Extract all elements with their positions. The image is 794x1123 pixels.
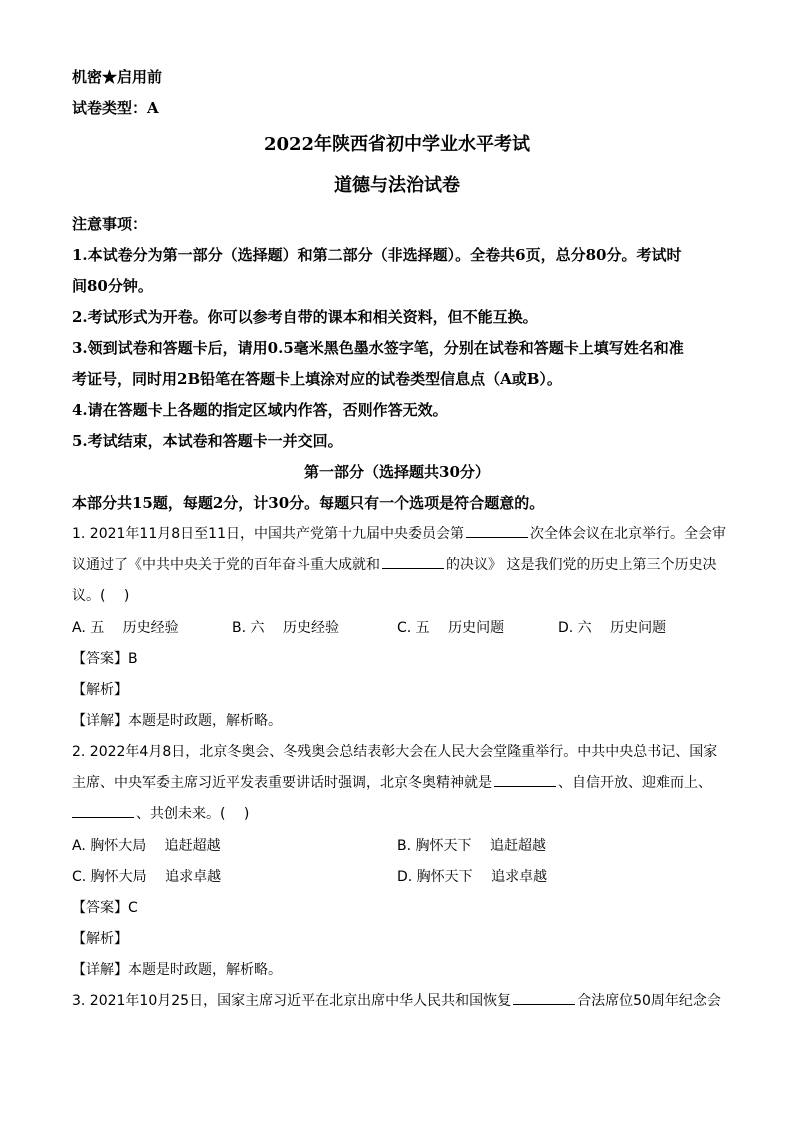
q1-option-c: C. 五 历史问题 [397, 620, 505, 636]
answer-blank [513, 992, 575, 1005]
q3-line1 [72, 991, 721, 1011]
q2-option-b: B. 胸怀天下 追赶超越 [397, 838, 546, 854]
q2-option-a: A. 胸怀大局 追赶超越 [72, 838, 221, 854]
q3-text: 3. 2021年10月25日，国家主席习近平在北京出席中华人民共和国恢复 [72, 993, 512, 1009]
q2-detail: 【详解】本题是时政题，解析略。 [72, 962, 282, 978]
q2-line1: 2. 2022年4月8日，北京冬奥会、冬残奥会总结表彰大会在人民大会堂隆重举行。中共中央总书记、国家 [72, 744, 718, 760]
notes-item: 1.本试卷分为第一部分（选择题）和第二部分（非选择题）。全卷共6页，总分80分。考试时 [72, 246, 682, 264]
notes-item: 考证号，同时用2B铅笔在答题卡上填涂对应的试卷类型信息点（A或B）。 [72, 370, 562, 388]
notes-item: 2.考试形式为开卷。你可以参考自带的课本和相关资料，但不能互换。 [72, 308, 538, 326]
q2-line2 [72, 773, 712, 793]
q1-line1 [72, 524, 726, 544]
q2-text: 主席、中央军委主席习近平发表重要讲话时强调，北京冬奥精神就是 [72, 775, 492, 791]
q1-line3: 议。( ) [72, 588, 130, 604]
q1-answer: 【答案】B [72, 651, 138, 667]
part1-intro: 本部分共15题，每题2分，计30分。每题只有一个选项是符合题意的。 [72, 494, 545, 512]
notes-item: 4.请在答题卡上各题的指定区域内作答，否则作答无效。 [72, 401, 448, 419]
answer-blank [494, 774, 556, 787]
q1-analysis: 【解析】 [72, 682, 128, 698]
notes-item: 间80分钟。 [72, 277, 153, 295]
answer-blank [72, 805, 134, 818]
q1-text: 次全体会议在北京举行。全会审 [529, 526, 726, 542]
q2-option-d: D. 胸怀天下 追求卓越 [397, 869, 548, 885]
q1-option-d: D. 六 历史问题 [558, 620, 667, 636]
part1-heading: 第一部分（选择题共30分） [304, 463, 490, 481]
q2-line3 [72, 804, 249, 824]
answer-blank [382, 556, 444, 569]
q2-option-c: C. 胸怀大局 追求卓越 [72, 869, 222, 885]
q1-text: 的决议》 这是我们党的历史上第三个历史决 [446, 557, 717, 573]
q2-analysis: 【解析】 [72, 931, 128, 947]
q1-text: 议通过了《中共中央关于党的百年奋斗重大成就和 [72, 557, 380, 573]
notes-item: 5.考试结束，本试卷和答题卡一并交回。 [72, 432, 343, 450]
paper-type-label: 试卷类型：A [72, 99, 159, 117]
exam-title: 2022年陕西省初中学业水平考试 [263, 134, 531, 155]
q1-text: 1. 2021年11月8日至11日，中国共产党第十九届中央委员会第 [72, 526, 464, 542]
q2-text: 、共创未来。( ) [136, 806, 250, 822]
q1-line2 [72, 555, 716, 575]
q1-detail: 【详解】本题是时政题，解析略。 [72, 713, 282, 729]
notes-item: 3.领到试卷和答题卡后，请用0.5毫米黑色墨水签字笔，分别在试卷和答题卡上填写姓名和准 [72, 339, 684, 357]
exam-subtitle: 道德与法治试卷 [334, 175, 460, 196]
secret-label: 机密★启用前 [72, 68, 163, 86]
q1-option-b: B. 六 历史经验 [232, 620, 339, 636]
q2-text: 、自信开放、迎难而上、 [558, 775, 712, 791]
answer-blank [466, 525, 528, 538]
q2-answer: 【答案】C [72, 900, 138, 916]
notes-heading: 注意事项： [72, 215, 148, 233]
q3-text: 合法席位50周年纪念会 [577, 993, 721, 1009]
q1-option-a: A. 五 历史经验 [72, 620, 179, 636]
